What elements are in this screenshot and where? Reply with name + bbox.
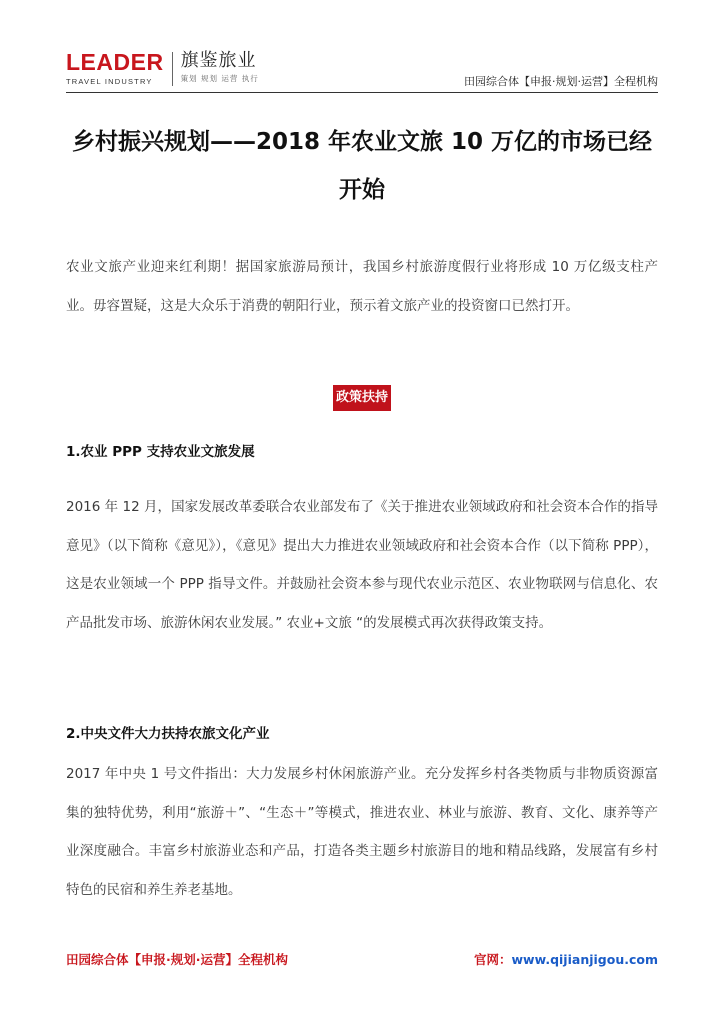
logo-subtitle: TRAVEL INDUSTRY — [66, 77, 153, 86]
section-label-badge: 政策扶持 — [333, 385, 391, 411]
leader-logo — [66, 50, 259, 90]
footer-website-link[interactable]: www.qijianjigou.com — [511, 952, 658, 967]
header-divider — [66, 92, 658, 93]
logo-divider — [172, 52, 173, 86]
footer-tagline: 田园综合体【申报·规划·运营】全程机构 — [66, 952, 288, 967]
section-heading-1: 1.农业 PPP 支持农业文旅发展 — [66, 444, 255, 460]
logo-chinese-name: 旗鉴旅业 — [180, 50, 257, 71]
section-body-1: 2016 年 12 月，国家发展改革委联合农业部发布了《关于推进农业领域政府和社会资本合作的指导意见》（以下简称《意见》），《意见》提出大力推进农业领域政府和社会资本合作（以下简称 PPP），这是农业领域一个 PPP 指导文件。并鼓励社会资本参与现代农业示范区、农业物联网与信息化、农产品批发市场、旅游休闲农业发展。” 农业+文旅 “的发展模式再次获得政策支持。 — [66, 499, 658, 631]
logo-slogan: 策划 规划 运营 执行 — [180, 74, 259, 83]
footer-site-label: 官网： — [473, 952, 512, 967]
page-footer — [66, 950, 658, 970]
header-tagline: 田园综合体【申报·规划·运营】全程机构 — [464, 75, 658, 88]
page-header — [66, 50, 658, 92]
page-title: 乡村振兴规划——2018 年农业文旅 10 万亿的市场已经开始 — [71, 129, 653, 203]
intro-paragraph: 农业文旅产业迎来红利期！据国家旅游局预计，我国乡村旅游度假行业将形成 10 万亿级支柱产业。毋容置疑，这是大众乐于消费的朝阳行业，预示着文旅产业的投资窗口已然打开。 — [66, 259, 658, 314]
section-heading-2: 2.中央文件大力扶持农旅文化产业 — [66, 726, 270, 742]
logo-wordmark: LEADER — [66, 49, 164, 75]
section-body-2: 2017 年中央 1 号文件指出：大力发展乡村休闲旅游产业。充分发挥乡村各类物质与非物质资源富集的独特优势，利用“旅游＋”、“生态＋”等模式，推进农业、林业与旅游、教育、文化、康养等产业深度融合。丰富乡村旅游业态和产品，打造各类主题乡村旅游目的地和精品线路，发展富有乡村特色的民宿和养生养老基地。 — [66, 766, 658, 898]
